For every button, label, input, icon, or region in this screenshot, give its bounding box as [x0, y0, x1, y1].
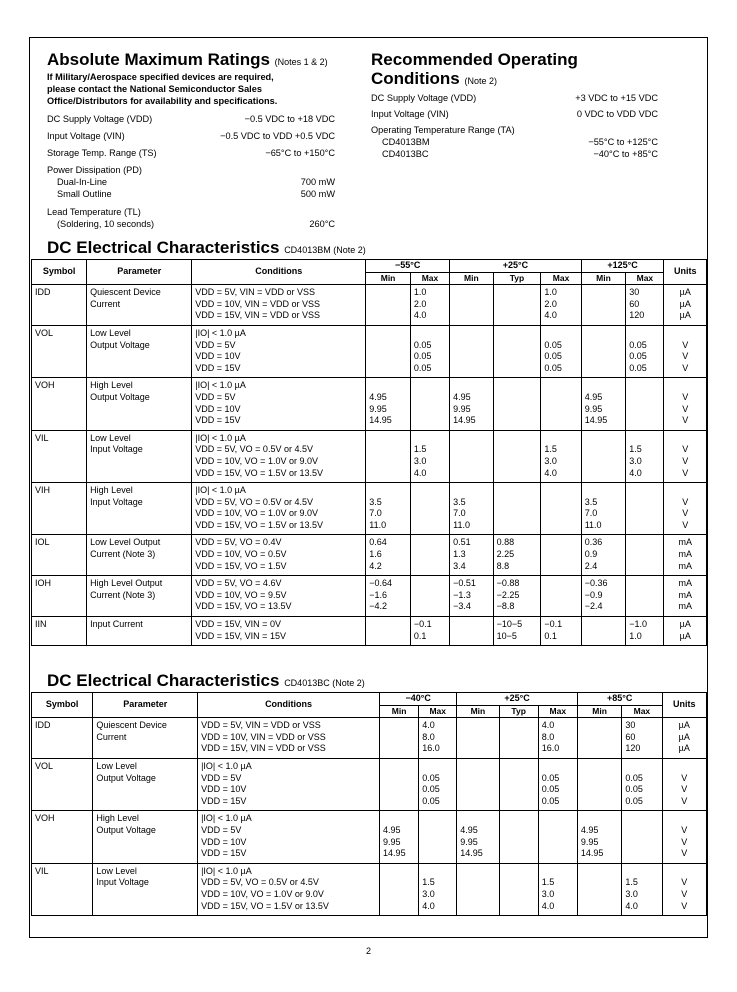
symbol-cell: VOH [32, 811, 93, 863]
units-cell: V V V [662, 863, 707, 915]
roc-label: Operating Temperature Range (TA) [371, 125, 515, 135]
min-cell [577, 718, 621, 759]
roc-label: CD4013BM [382, 137, 430, 147]
col-min: Min [581, 272, 626, 285]
typ-cell [493, 285, 541, 326]
amr-intro-2: please contact the National Semiconductor Sales [47, 84, 262, 94]
units-cell: V V V [662, 758, 707, 810]
amr-label: Dual-In-Line [57, 177, 108, 187]
table-row [32, 576, 707, 617]
col-min: Min [457, 705, 499, 718]
units-cell: µA µA µA [664, 285, 707, 326]
symbol-cell: VOH [32, 378, 87, 430]
min-cell [577, 863, 621, 915]
max-cell: −1.0 1.0 [626, 617, 664, 646]
min-cell [577, 758, 621, 810]
col-temp-3: +125°C [581, 260, 664, 273]
max-cell: 0.05 0.05 0.05 [410, 325, 449, 377]
amr-label: Small Outline [57, 189, 112, 199]
typ-cell: −0.88 −2.25 −8.8 [493, 576, 541, 617]
amr-value: 700 mW [300, 177, 335, 187]
col-max: Max [541, 272, 581, 285]
symbol-cell: VOL [32, 325, 87, 377]
max-cell: 0.05 0.05 0.05 [622, 758, 662, 810]
amr-value: 500 mW [300, 189, 335, 199]
col-min: Min [366, 272, 411, 285]
units-cell: V V V [664, 483, 707, 535]
col-max: Max [622, 705, 662, 718]
min-cell [380, 758, 419, 810]
typ-cell [493, 430, 541, 482]
col-max: Max [410, 272, 449, 285]
units-cell: mA mA mA [664, 576, 707, 617]
min-cell: 4.95 9.95 14.95 [450, 378, 494, 430]
max-cell [410, 378, 449, 430]
page-number: 2 [365, 946, 371, 956]
typ-cell [493, 483, 541, 535]
roc-label: DC Supply Voltage (VDD) [371, 93, 477, 103]
max-cell: 1.5 3.0 4.0 [419, 863, 457, 915]
table-row [32, 535, 707, 576]
col-parameter: Parameter [93, 693, 198, 718]
col-temp-1: −55°C [366, 260, 450, 273]
min-cell: 3.5 7.0 11.0 [450, 483, 494, 535]
max-cell: 0.05 0.05 0.05 [626, 325, 664, 377]
parameter-cell: Low Level Output Current (Note 3) [87, 535, 192, 576]
col-units: Units [664, 260, 707, 285]
min-cell [457, 718, 499, 759]
min-cell [380, 863, 419, 915]
conditions-cell: |IO| < 1.0 µA VDD = 5V VDD = 10V VDD = 15V [198, 811, 380, 863]
units-cell: V V V [664, 378, 707, 430]
symbol-cell: IOL [32, 535, 87, 576]
max-cell: 30 60 120 [622, 718, 662, 759]
symbol-cell: IDD [32, 718, 93, 759]
min-cell: −0.64 −1.6 −4.2 [366, 576, 411, 617]
symbol-cell: VIL [32, 430, 87, 482]
max-cell: 4.0 8.0 16.0 [419, 718, 457, 759]
min-cell [450, 285, 494, 326]
units-cell: mA mA mA [664, 535, 707, 576]
min-cell: 3.5 7.0 11.0 [581, 483, 626, 535]
roc-label: CD4013BC [382, 149, 429, 159]
min-cell [457, 863, 499, 915]
amr-value: −0.5 VDC to VDD +0.5 VDC [220, 131, 335, 141]
min-cell: 4.95 9.95 14.95 [380, 811, 419, 863]
min-cell: 3.5 7.0 11.0 [366, 483, 411, 535]
min-cell [366, 430, 411, 482]
conditions-cell: VDD = 5V, VO = 4.6V VDD = 10V, VO = 9.5V VDD = 15V, VO = 13.5V [192, 576, 366, 617]
table-row [32, 285, 707, 326]
min-cell [581, 325, 626, 377]
col-min: Min [380, 705, 419, 718]
max-cell: 0.05 0.05 0.05 [419, 758, 457, 810]
conditions-cell: |IO| < 1.0 µA VDD = 5V, VO = 0.5V or 4.5V VDD = 10V, VO = 1.0V or 9.0V VDD = 15V, VO = 1.5V or 13.5V [192, 430, 366, 482]
col-symbol: Symbol [32, 260, 87, 285]
min-cell: 4.95 9.95 14.95 [577, 811, 621, 863]
symbol-cell: VIH [32, 483, 87, 535]
min-cell: 4.95 9.95 14.95 [457, 811, 499, 863]
col-min: Min [450, 272, 494, 285]
dc1-title: DC Electrical Characteristics CD4013BM (Note 2) [47, 238, 366, 257]
amr-title: Absolute Maximum Ratings (Notes 1 & 2) [47, 50, 328, 69]
parameter-cell: High Level Output Current (Note 3) [87, 576, 192, 617]
typ-cell [493, 325, 541, 377]
max-cell: −0.1 0.1 [410, 617, 449, 646]
col-typ: Typ [499, 705, 538, 718]
symbol-cell: VOL [32, 758, 93, 810]
table-row [32, 378, 707, 430]
conditions-cell: |IO| < 1.0 µA VDD = 5V VDD = 10V VDD = 15V [198, 758, 380, 810]
roc-title-1: Recommended Operating [371, 50, 578, 69]
units-cell: µA µA µA [662, 718, 707, 759]
conditions-cell: |IO| < 1.0 µA VDD = 5V, VO = 0.5V or 4.5V VDD = 10V, VO = 1.0V or 9.0V VDD = 15V, VO = 1.5V or 13.5V [198, 863, 380, 915]
max-cell [419, 811, 457, 863]
typ-cell [499, 811, 538, 863]
typ-cell [499, 863, 538, 915]
roc-note: (Note 2) [464, 76, 498, 86]
symbol-cell: IIN [32, 617, 87, 646]
amr-value: −65°C to +150°C [265, 148, 335, 158]
parameter-cell: Low Level Output Voltage [93, 758, 198, 810]
max-cell: 1.0 2.0 4.0 [541, 285, 581, 326]
min-cell: −0.36 −0.9 −2.4 [581, 576, 626, 617]
parameter-cell: Input Current [87, 617, 192, 646]
units-cell: µA µA [664, 617, 707, 646]
amr-label: (Soldering, 10 seconds) [57, 219, 155, 229]
units-cell: V V V [664, 325, 707, 377]
col-conditions: Conditions [198, 693, 380, 718]
min-cell [581, 285, 626, 326]
symbol-cell: IDD [32, 285, 87, 326]
min-cell [450, 430, 494, 482]
amr-label: Storage Temp. Range (TS) [47, 148, 157, 158]
min-cell: 4.95 9.95 14.95 [366, 378, 411, 430]
max-cell [410, 576, 449, 617]
col-units: Units [662, 693, 707, 718]
min-cell [581, 430, 626, 482]
parameter-cell: Low Level Input Voltage [87, 430, 192, 482]
conditions-cell: |IO| < 1.0 µA VDD = 5V, VO = 0.5V or 4.5V VDD = 10V, VO = 1.0V or 9.0V VDD = 15V, VO = 1.5V or 13.5V [192, 483, 366, 535]
conditions-cell: |IO| < 1.0 µA VDD = 5V VDD = 10V VDD = 15V [192, 325, 366, 377]
amr-value: 260°C [309, 219, 335, 229]
col-temp-2: +25°C [450, 260, 582, 273]
conditions-cell: VDD = 5V, VIN = VDD or VSS VDD = 10V, VIN = VDD or VSS VDD = 15V, VIN = VDD or VSS [192, 285, 366, 326]
min-cell [366, 617, 411, 646]
symbol-cell: IOH [32, 576, 87, 617]
col-min: Min [577, 705, 621, 718]
typ-cell [499, 758, 538, 810]
min-cell [366, 285, 411, 326]
parameter-cell: High Level Output Voltage [87, 378, 192, 430]
roc-value: 0 VDC to VDD VDC [576, 109, 658, 119]
amr-label: Power Dissipation (PD) [47, 165, 142, 175]
amr-value: −0.5 VDC to +18 VDC [244, 114, 335, 124]
col-max: Max [538, 705, 577, 718]
conditions-cell: VDD = 5V, VO = 0.4V VDD = 10V, VO = 0.5V VDD = 15V, VO = 1.5V [192, 535, 366, 576]
col-temp-3: +85°C [577, 693, 662, 706]
max-cell [626, 378, 664, 430]
roc-value: −40°C to +85°C [593, 149, 658, 159]
max-cell: −0.1 0.1 [541, 617, 581, 646]
col-max: Max [419, 705, 457, 718]
amr-intro-1: If Military/Aerospace specified devices are required, [47, 72, 274, 82]
parameter-cell: Low Level Output Voltage [87, 325, 192, 377]
dc1-table [31, 259, 707, 646]
col-conditions: Conditions [192, 260, 366, 285]
max-cell [410, 483, 449, 535]
max-cell: 1.5 3.0 4.0 [538, 863, 577, 915]
dc2-title: DC Electrical Characteristics CD4013BC (Note 2) [47, 671, 365, 690]
max-cell: 1.5 3.0 4.0 [410, 430, 449, 482]
symbol-cell: VIL [32, 863, 93, 915]
amr-note: (Notes 1 & 2) [274, 57, 328, 67]
min-cell [380, 718, 419, 759]
dc1-subtitle: CD4013BM (Note 2) [284, 245, 366, 255]
col-temp-2: +25°C [457, 693, 578, 706]
min-cell [581, 617, 626, 646]
amr-intro-3: Office/Distributors for availability and specifications. [47, 96, 278, 106]
conditions-cell: |IO| < 1.0 µA VDD = 5V VDD = 10V VDD = 15V [192, 378, 366, 430]
table-row [32, 483, 707, 535]
table-row [32, 863, 707, 915]
table-row [32, 430, 707, 482]
typ-cell: 0.88 2.25 8.8 [493, 535, 541, 576]
min-cell: 0.64 1.6 4.2 [366, 535, 411, 576]
col-typ: Typ [493, 272, 541, 285]
parameter-cell: Quiescent Device Current [87, 285, 192, 326]
min-cell: −0.51 −1.3 −3.4 [450, 576, 494, 617]
roc-label: Input Voltage (VIN) [371, 109, 449, 119]
max-cell [541, 483, 581, 535]
amr-label: Lead Temperature (TL) [47, 207, 141, 217]
parameter-cell: High Level Output Voltage [93, 811, 198, 863]
max-cell: 0.05 0.05 0.05 [538, 758, 577, 810]
table-row [32, 325, 707, 377]
max-cell: 1.0 2.0 4.0 [410, 285, 449, 326]
parameter-cell: High Level Input Voltage [87, 483, 192, 535]
max-cell [541, 576, 581, 617]
col-temp-1: −40°C [380, 693, 457, 706]
max-cell: 1.5 3.0 4.0 [622, 863, 662, 915]
min-cell: 0.51 1.3 3.4 [450, 535, 494, 576]
units-cell: V V V [662, 811, 707, 863]
min-cell: 4.95 9.95 14.95 [581, 378, 626, 430]
max-cell [410, 535, 449, 576]
typ-cell [493, 378, 541, 430]
units-cell: V V V [664, 430, 707, 482]
parameter-cell: Low Level Input Voltage [93, 863, 198, 915]
max-cell: 0.05 0.05 0.05 [541, 325, 581, 377]
amr-label: DC Supply Voltage (VDD) [47, 114, 153, 124]
table-row [32, 718, 707, 759]
max-cell [541, 535, 581, 576]
min-cell: 0.36 0.9 2.4 [581, 535, 626, 576]
min-cell [366, 325, 411, 377]
parameter-cell: Quiescent Device Current [93, 718, 198, 759]
max-cell [626, 483, 664, 535]
roc-value: −55°C to +125°C [588, 137, 658, 147]
max-cell [626, 576, 664, 617]
col-symbol: Symbol [32, 693, 93, 718]
max-cell: 4.0 8.0 16.0 [538, 718, 577, 759]
table-row [32, 811, 707, 863]
table-row [32, 758, 707, 810]
typ-cell [499, 718, 538, 759]
conditions-cell: VDD = 5V, VIN = VDD or VSS VDD = 10V, VIN = VDD or VSS VDD = 15V, VIN = VDD or VSS [198, 718, 380, 759]
max-cell: 1.5 3.0 4.0 [541, 430, 581, 482]
roc-value: +3 VDC to +15 VDC [575, 93, 658, 103]
max-cell: 30 60 120 [626, 285, 664, 326]
min-cell [450, 325, 494, 377]
amr-label: Input Voltage (VIN) [47, 131, 125, 141]
min-cell [457, 758, 499, 810]
table-row [32, 617, 707, 646]
max-cell [541, 378, 581, 430]
dc2-table [31, 692, 707, 916]
col-max: Max [626, 272, 664, 285]
max-cell [622, 811, 662, 863]
min-cell [450, 617, 494, 646]
max-cell: 1.5 3.0 4.0 [626, 430, 664, 482]
typ-cell: −10−5 10−5 [493, 617, 541, 646]
roc-title-2: Conditions (Note 2) [371, 69, 498, 88]
dc2-subtitle: CD4013BC (Note 2) [284, 678, 365, 688]
conditions-cell: VDD = 15V, VIN = 0V VDD = 15V, VIN = 15V [192, 617, 366, 646]
max-cell [538, 811, 577, 863]
max-cell [626, 535, 664, 576]
col-parameter: Parameter [87, 260, 192, 285]
